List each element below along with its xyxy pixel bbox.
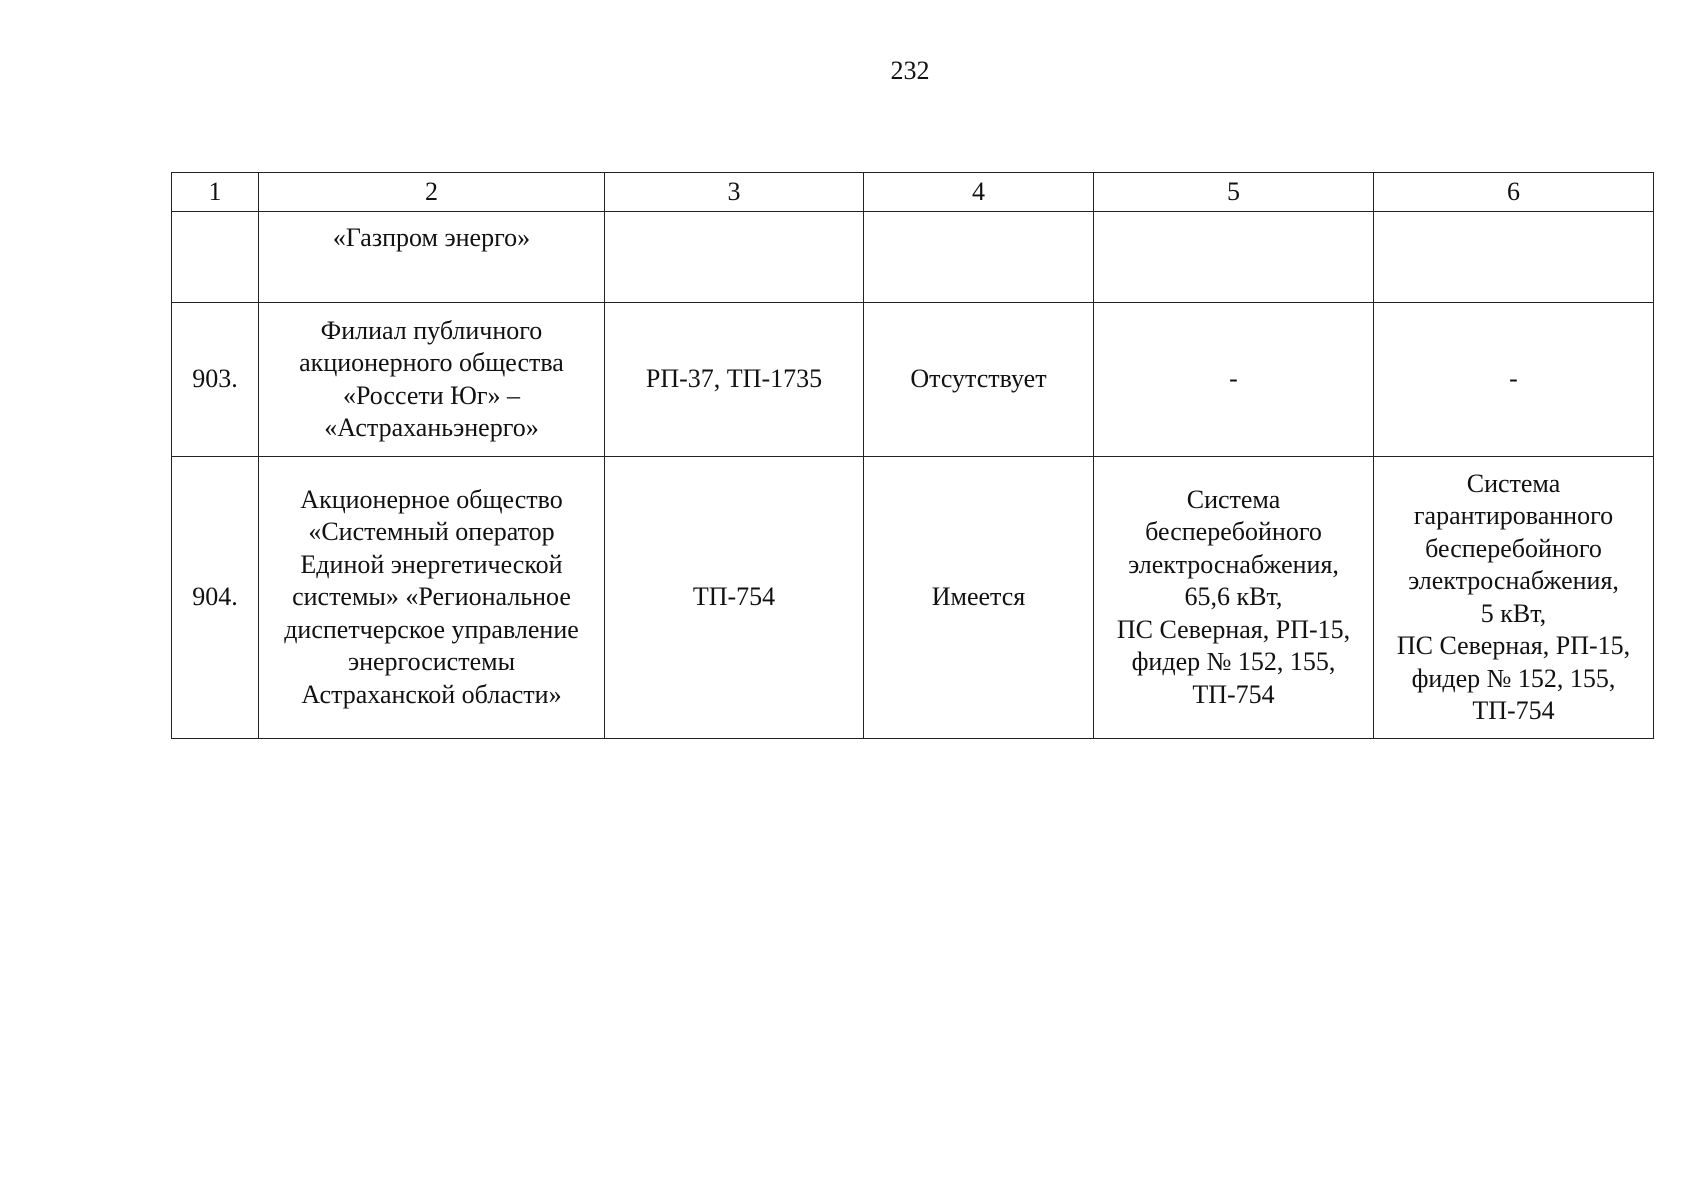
organization-line: диспетчерское управление xyxy=(284,614,579,644)
column-header: 3 xyxy=(605,173,864,212)
col6-cell: - xyxy=(1374,303,1654,457)
column-header: 6 xyxy=(1374,173,1654,212)
organization-line: Акционерное общество xyxy=(300,484,563,514)
col5-cell xyxy=(1094,457,1374,739)
objects-cell: ТП-754 xyxy=(605,457,864,739)
col5-line: электроснабжения, xyxy=(1128,549,1339,579)
table-header-row xyxy=(172,173,1654,212)
col6-line: гарантированного xyxy=(1413,501,1614,530)
col5-cell xyxy=(1094,212,1374,303)
organization-line: энергосистемы xyxy=(347,647,516,677)
col5-line: Система xyxy=(1186,484,1281,514)
column-header: 2 xyxy=(259,173,605,212)
table-row xyxy=(172,212,1654,303)
objects-cell xyxy=(605,212,864,303)
col5-line: 65,6 кВт, xyxy=(1184,582,1283,612)
col5-cell: - xyxy=(1094,303,1374,457)
col6-line: фидер № 152, 155, xyxy=(1411,663,1616,693)
organization-cell: «Газпром энерго» xyxy=(259,212,605,303)
col5-line: фидер № 152, 155, xyxy=(1131,647,1336,677)
col6-line: Система xyxy=(1466,468,1561,498)
objects-cell: РП-37, ТП-1735 xyxy=(605,303,864,457)
organization-line: системы» «Региональное xyxy=(292,582,571,612)
organization-line: «Россети Юг» – xyxy=(342,380,521,410)
row-number-cell: 903. xyxy=(172,303,259,457)
col6-line: электроснабжения, xyxy=(1408,566,1619,595)
status-cell: Имеется xyxy=(864,457,1094,739)
col6-line: ПС Северная, РП-15, xyxy=(1396,631,1631,660)
organization-line: «Астраханьэнерго» xyxy=(324,413,539,442)
organization-line: Филиал публичного xyxy=(320,315,543,345)
column-header: 5 xyxy=(1094,173,1374,212)
organization-cell xyxy=(259,303,605,457)
organization-line: Единой энергетической xyxy=(300,549,563,579)
status-cell xyxy=(864,212,1094,303)
organization-cell xyxy=(259,457,605,739)
status-cell: Отсутствует xyxy=(864,303,1094,457)
column-header: 1 xyxy=(172,173,259,212)
row-number-cell xyxy=(172,212,259,303)
col6-line: ТП-754 xyxy=(1472,696,1555,725)
col6-line: 5 кВт, xyxy=(1480,598,1547,628)
col5-line: ТП-754 xyxy=(1192,679,1275,709)
col5-line: бесперебойного xyxy=(1145,517,1322,547)
organization-line: акционерного общества xyxy=(299,348,564,377)
table-row xyxy=(172,457,1654,739)
organization-line: «Системный оператор xyxy=(308,517,555,547)
table-row xyxy=(172,303,1654,457)
data-table xyxy=(171,172,1654,739)
column-header: 4 xyxy=(864,173,1094,212)
page-number: 232 xyxy=(890,56,930,85)
row-number-cell: 904. xyxy=(172,457,259,739)
col6-cell xyxy=(1374,457,1654,739)
organization-line: Астраханской области» xyxy=(301,679,562,709)
col6-cell xyxy=(1374,212,1654,303)
col6-line: бесперебойного xyxy=(1425,533,1602,563)
col5-line: ПС Северная, РП-15, xyxy=(1116,614,1351,644)
